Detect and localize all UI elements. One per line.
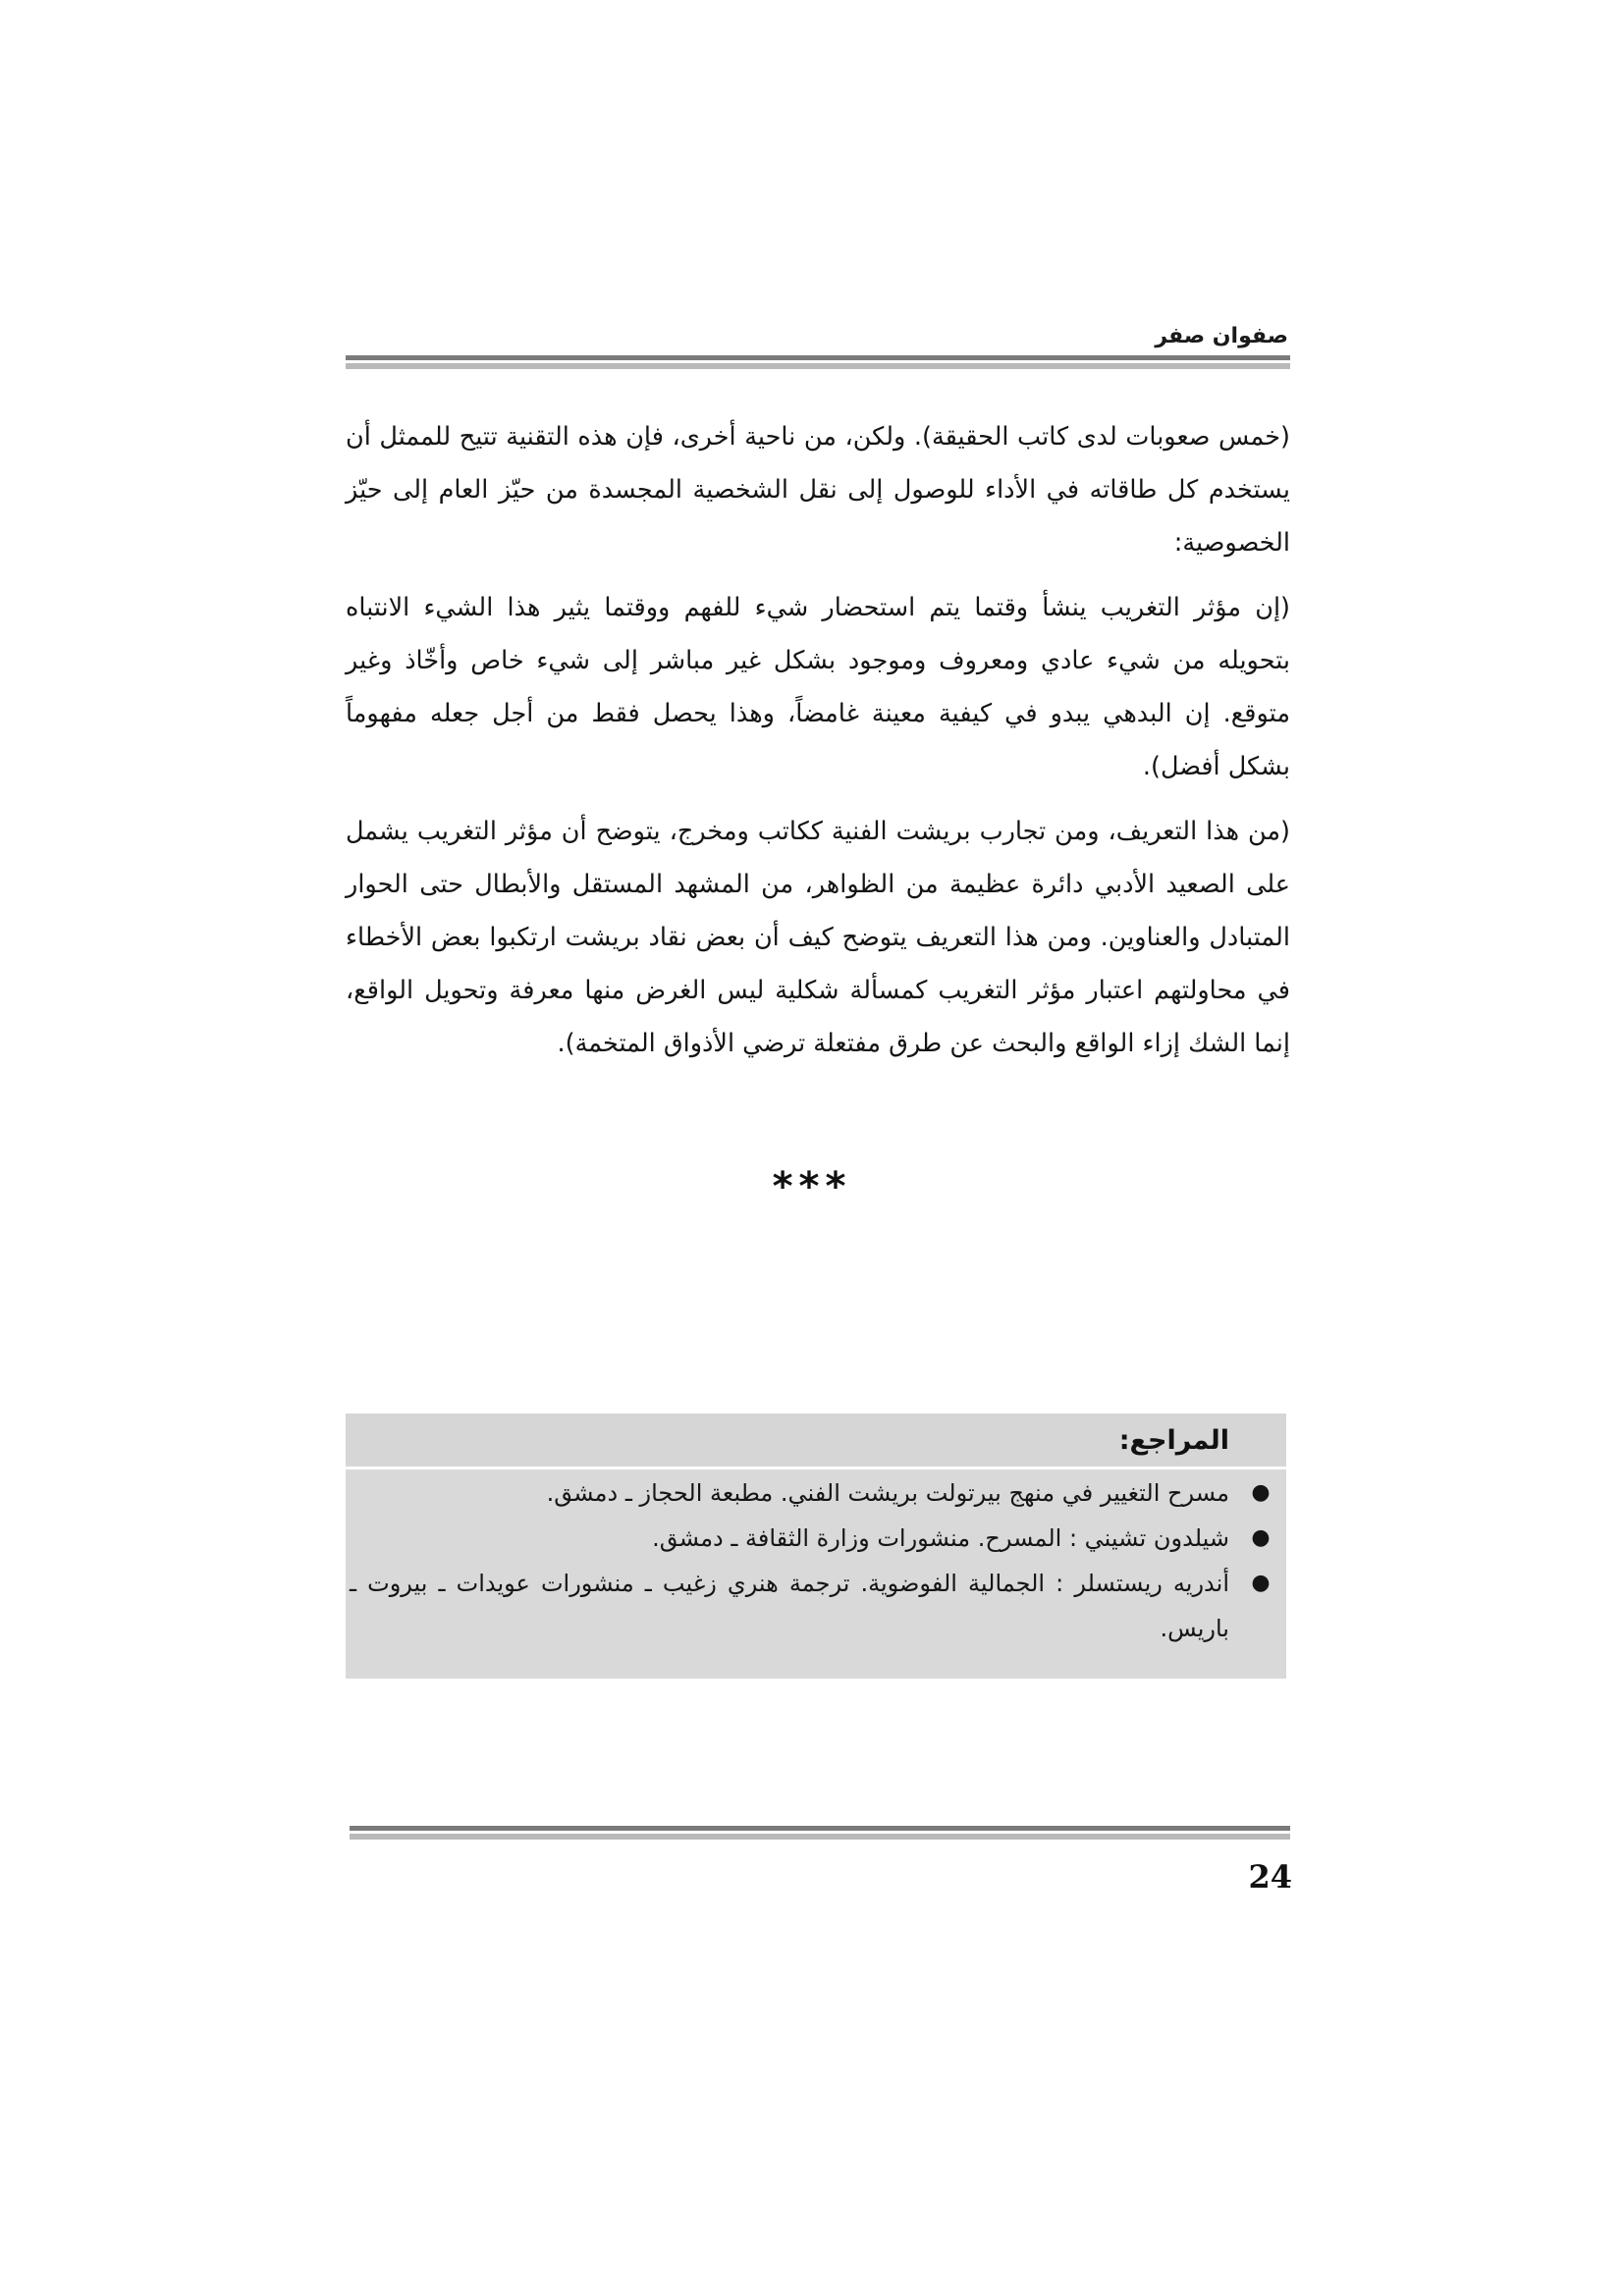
- bullet-icon: ●: [1251, 1525, 1271, 1550]
- references-list: [346, 1470, 1286, 1651]
- references-box: [346, 1414, 1286, 1679]
- body-text: [346, 410, 1290, 1082]
- reference-item: [346, 1561, 1286, 1651]
- section-separator: ***: [772, 1164, 852, 1209]
- reference-text: شيلدون تشيني : المسرح. منشورات وزارة الثقافة ـ دمشق.: [652, 1524, 1229, 1552]
- references-title-bar: [346, 1414, 1286, 1469]
- reference-item: [346, 1470, 1286, 1516]
- running-header-author: صفوان صفر: [1155, 324, 1288, 348]
- reference-text: أندريه ريستسلر : الجمالية الفوضوية. ترجمة هنري زغيب ـ منشورات عويدات ـ بيروت ـ باريس.: [350, 1570, 1229, 1642]
- page-number: 24: [1248, 1858, 1292, 1896]
- bullet-icon: ●: [1251, 1571, 1271, 1595]
- paragraph: (إن مؤثر التغريب ينشأ وقتما يتم استحضار شيء للفهم ووقتما يثير هذا الشيء الانتباه بتحويله من شيء عادي ومعروف وموجود بشكل غير مباشر إلى شيء خاص وأخّاذ وغير متوقع. إن البدهي يبدو في كيفية معينة غامضاً، وهذا يحصل فقط من أجل جعله مفهوماً بشكل أفضل).: [346, 593, 1290, 781]
- references-title: المراجع:: [1118, 1425, 1229, 1456]
- reference-text: مسرح التغيير في منهج بيرتولت بريشت الفني. مطبعة الحجاز ـ دمشق.: [546, 1479, 1229, 1507]
- header-rule: [346, 355, 1290, 369]
- reference-item: [346, 1516, 1286, 1561]
- footer-rule: [350, 1826, 1290, 1840]
- paragraph: (من هذا التعريف، ومن تجارب بريشت الفنية ككاتب ومخرج، يتوضح أن مؤثر التغريب يشمل على الصعيد الأدبي دائرة عظيمة من الظواهر، من المشهد المستقل والأبطال حتى الحوار المتبادل والعناوين. ومن هذا التعريف يتوضح كيف أن بعض نقاد بريشت ارتكبوا بعض الأخطاء في محاولتهم اعتبار مؤثر التغريب كمسألة شكلية ليس الغرض منها معرفة وتحويل الواقع، إنما الشك إزاء الواقع والبحث عن طرق مفتعلة ترضي الأذواق المتخمة).: [346, 817, 1290, 1058]
- paragraph: (خمس صعوبات لدى كاتب الحقيقة). ولكن، من ناحية أخرى، فإن هذه التقنية تتيح للممثل أن يستخدم كل طاقاته في الأداء للوصول إلى نقل الشخصية المجسدة من حيّز العام إلى حيّز الخصوصية:: [346, 422, 1290, 558]
- bullet-icon: ●: [1251, 1480, 1271, 1505]
